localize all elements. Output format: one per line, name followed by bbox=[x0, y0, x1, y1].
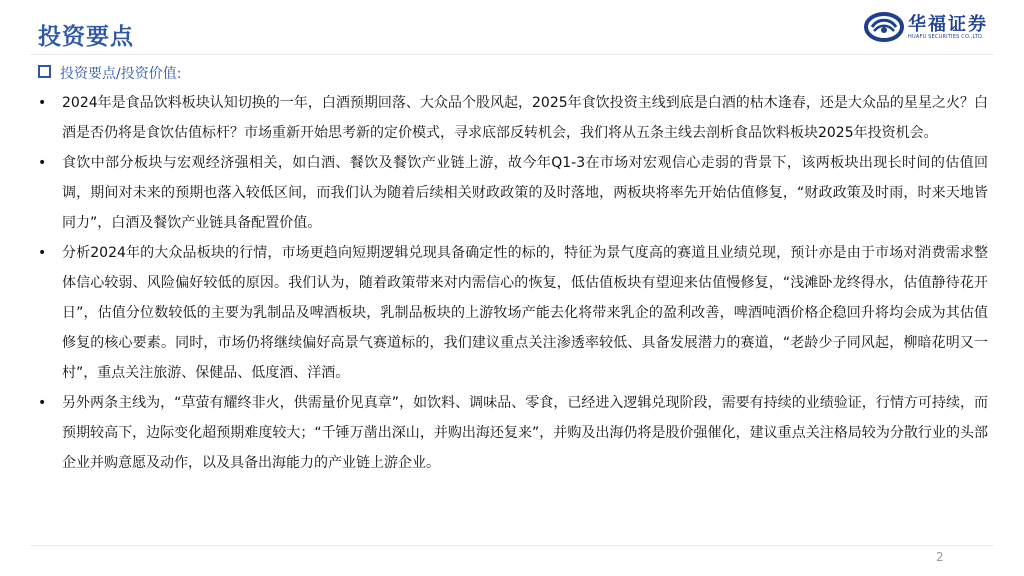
footer-divider bbox=[30, 545, 994, 546]
bullet-text: 2024年是食品饮料板块认知切换的一年，白酒预期回落、大众品个股风起，2025年食饮投资主线到底是白酒的枯木逢春，还是大众品的星星之火？白酒是否仍将是食饮估值标杆？市场重新开始思考新的定价模式，寻求底部反转机会，我们将从五条主线去剖析食品饮料板块2025年投资机会。 bbox=[62, 95, 988, 141]
bullet-text: 分析2024年的大众品板块的行情，市场更趋向短期逻辑兑现具备确定性的标的，特征为景气度高的赛道且业绩兑现，预计亦是由于市场对消费需求整体信心较弱、风险偏好较低的原因。我们认为，随着政策带来对内需信心的恢复，低估值板块有望迎来估值慢修复，“浅滩卧龙终得水，估值静待花开日”，估值分位数较低的主要为乳制品及啤酒板块，乳制品板块的上游牧场产能去化将带来乳企的盈利改善，啤酒吨酒价格企稳回升将均会成为其估值修复的核心要素。同时，市场仍将继续偏好高景气赛道标的，我们建议重点关注渗透率较低、具备发展潜力的赛道，“老龄少子同风起，柳暗花明又一村”，重点关注旅游、保健品、低度酒、洋酒。 bbox=[62, 245, 988, 381]
bullet-item bbox=[38, 388, 988, 478]
bullet-item bbox=[38, 88, 988, 148]
logo-subtitle: HUAFU SECURITIES CO.,LTD. bbox=[908, 34, 984, 40]
bullet-dot-icon: • bbox=[38, 395, 47, 411]
page-number: 2 bbox=[936, 550, 944, 564]
bullet-dot-icon: • bbox=[38, 95, 47, 111]
huafu-logo-icon bbox=[864, 12, 904, 42]
section-label: 投资要点/投资价值: bbox=[60, 66, 182, 82]
bullet-text: 食饮中部分板块与宏观经济强相关，如白酒、餐饮及餐饮产业链上游，故今年Q1-3在市场对宏观信心走弱的背景下，该两板块出现长时间的估值回调，期间对未来的预期也落入较低区间，而我们认为随着后续相关财政政策的及时落地，两板块将率先开始估值修复，“财政政策及时雨，时来天地皆同力”，白酒及餐饮产业链具备配置价值。 bbox=[62, 155, 988, 231]
page-title: 投资要点 bbox=[38, 24, 134, 50]
bullet-dot-icon: • bbox=[38, 245, 47, 261]
bullet-dot-icon: • bbox=[38, 155, 47, 171]
checkbox-icon bbox=[38, 65, 51, 78]
header-divider bbox=[30, 54, 994, 55]
logo-name: 华福证券 bbox=[908, 14, 988, 35]
bullet-item bbox=[38, 148, 988, 238]
bullet-list bbox=[38, 88, 988, 478]
bullet-item bbox=[38, 238, 988, 388]
company-logo bbox=[864, 10, 994, 46]
bullet-text: 另外两条主线为，“草萤有耀终非火，供需量价见真章”，如饮料、调味品、零食，已经进入逻辑兑现阶段，需要有持续的业绩验证，行情方可持续，而预期较高下，边际变化超预期难度较大；“千锤万凿出深山，并购出海还复来”，并购及出海仍将是股价强催化，建议重点关注格局较为分散行业的头部企业并购意愿及动作，以及具备出海能力的产业链上游企业。 bbox=[62, 395, 988, 471]
